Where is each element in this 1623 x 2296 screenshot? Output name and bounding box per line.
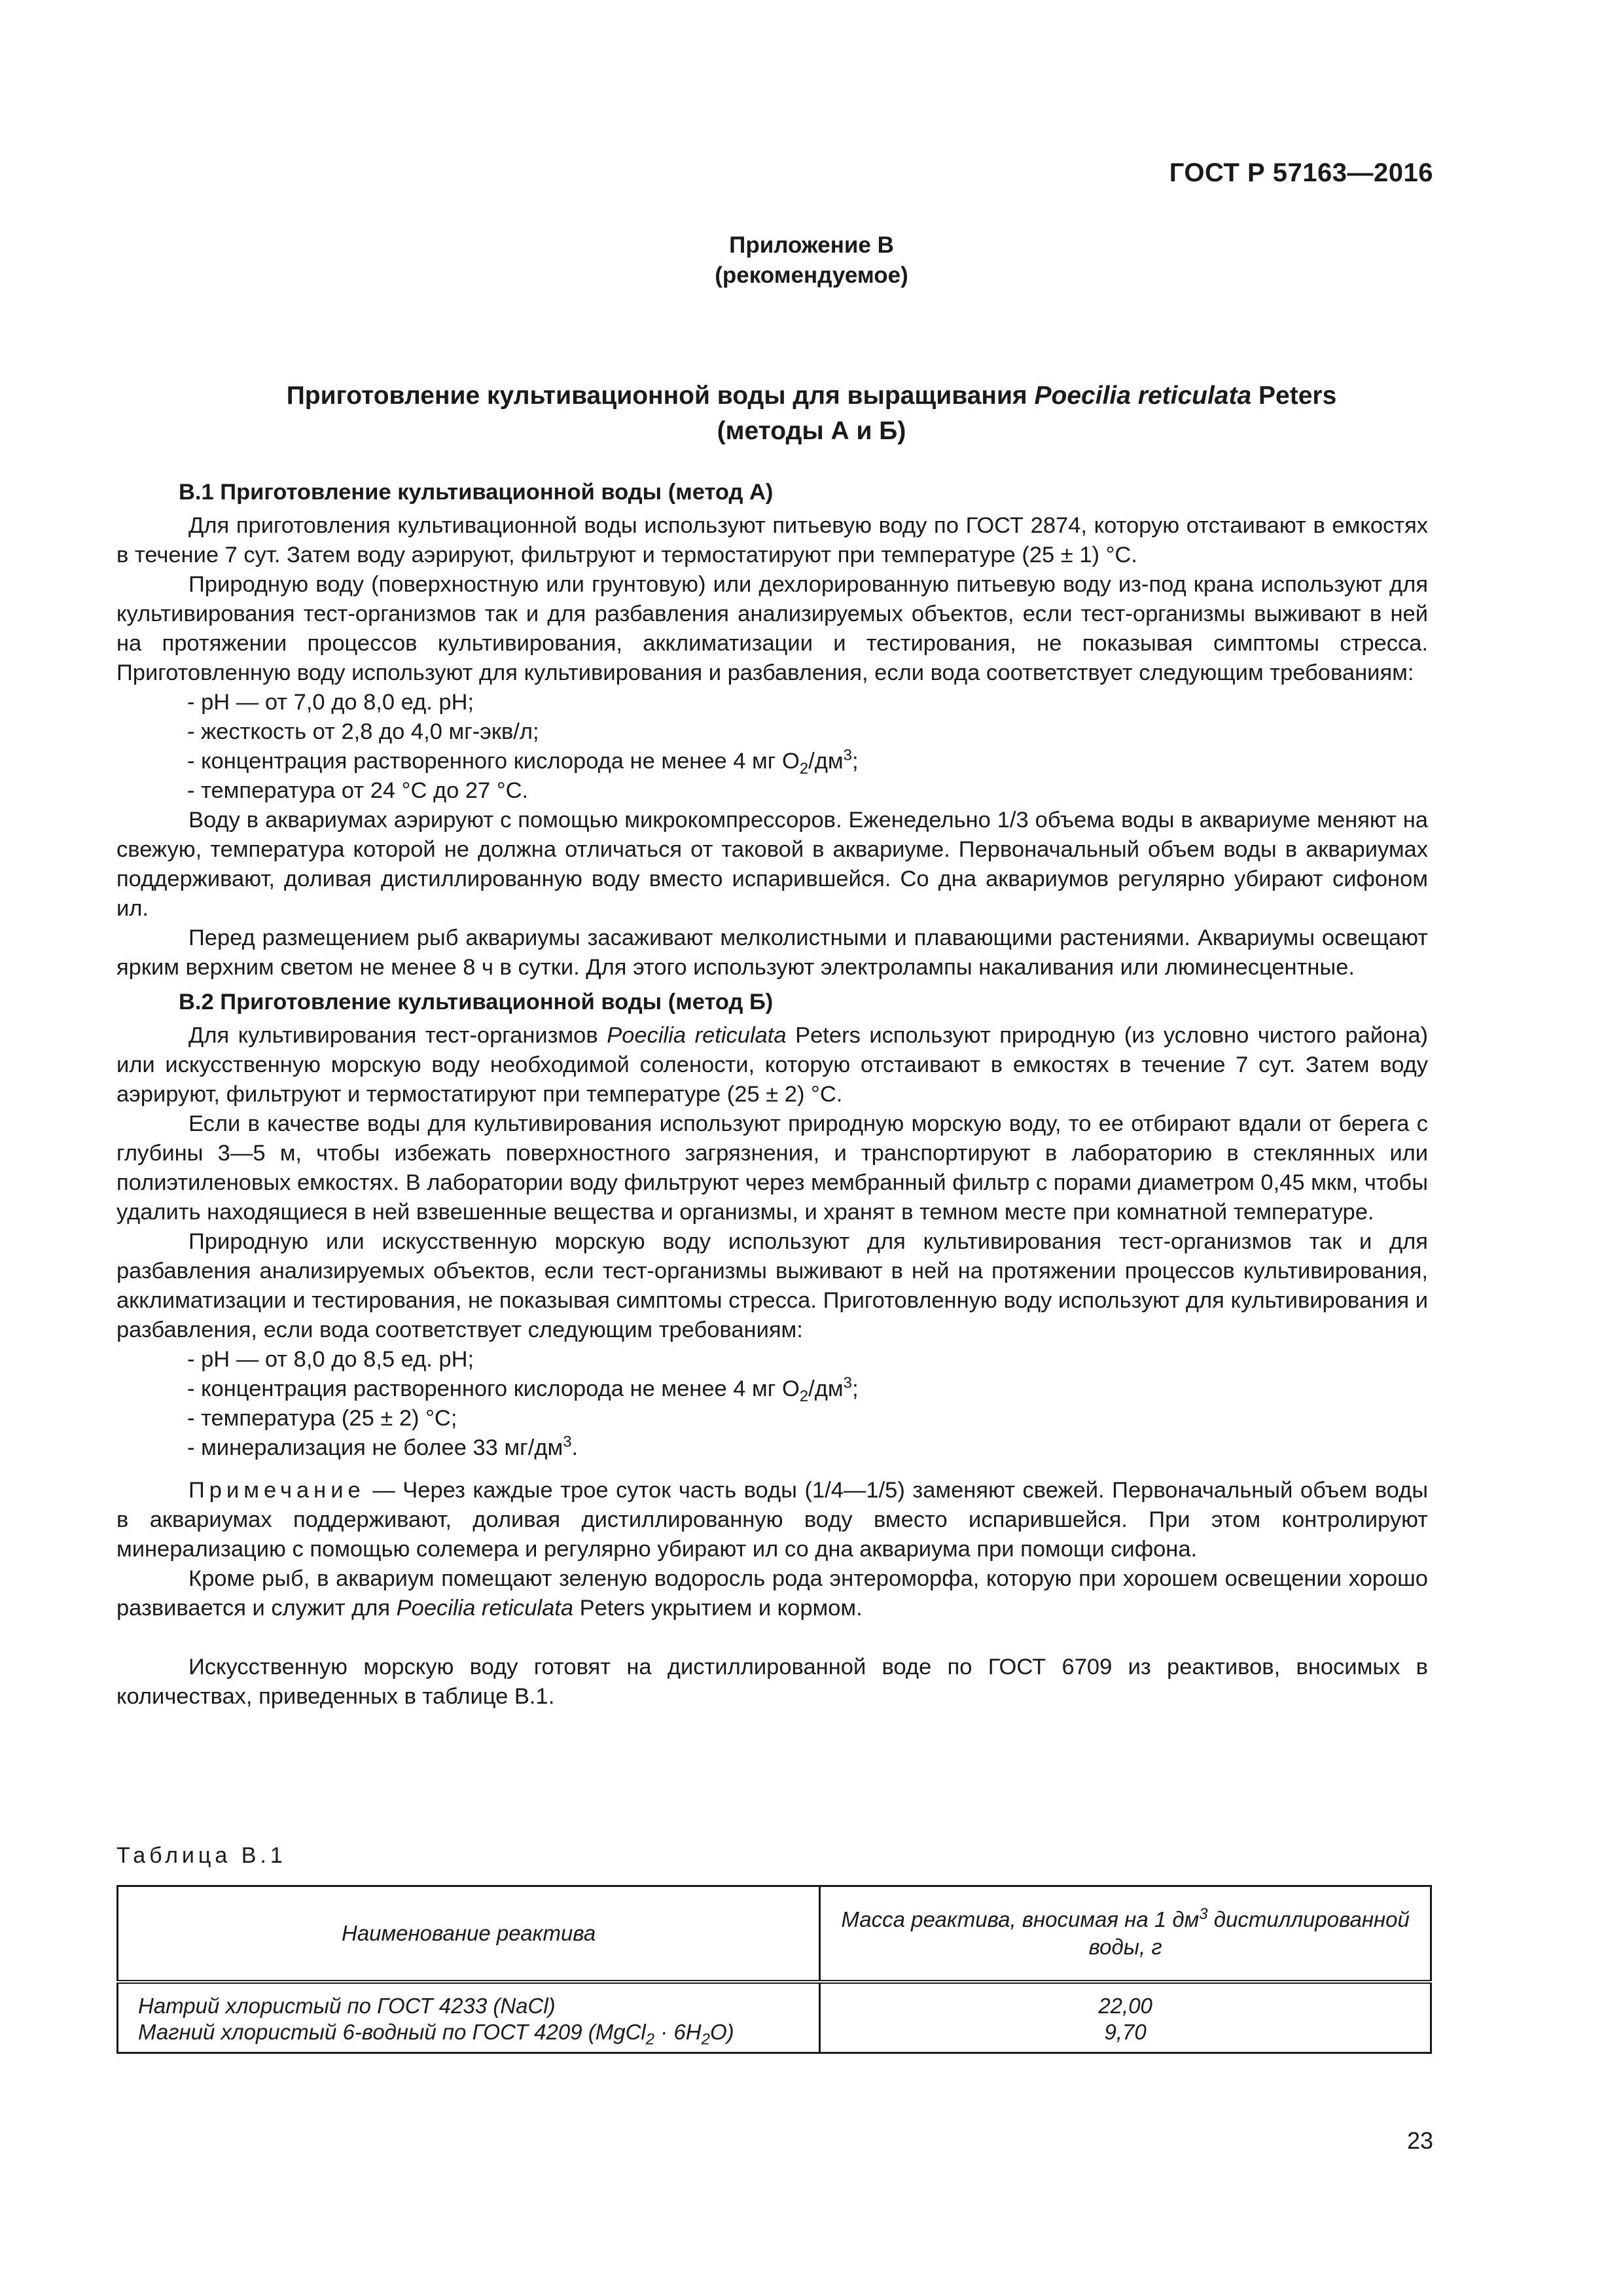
title-text: Приготовление культивационной воды для выращивания (286, 382, 1035, 410)
subscript: 2 (799, 1387, 809, 1405)
species-name: Poecilia reticulata (607, 1023, 787, 1048)
paragraph-b2-1 (116, 1021, 1428, 1109)
page-number: 23 (1406, 2127, 1433, 2154)
list-item-text: - концентрация растворенного кислорода не менее 4 мг O (187, 749, 800, 774)
main-title-line2: (методы А и Б) (717, 417, 906, 445)
annex-heading (0, 230, 1623, 291)
column-header-mass (820, 1886, 1431, 1982)
list-item-text: ; (851, 749, 859, 774)
paragraph-b1-2: Природную воду (поверхностную или грунтовую) или дехлорированную питьевую воду из-под крана используют для культивирования тест-организмов так и для разбавления анализируемых объектов, если тест-организмы выживают в ней на протяжении процессов культивирования, акклиматизации и тестирования, не показывая симптомы стресса. Приготовленную воду используют для культивирования и разбавления, если вода соответствует следующим требованиям: (116, 572, 1428, 685)
paragraph-b1-4: Перед размещением рыб аквариумы засаживают мелколистными и плавающими растениями. Аквариумы освещают ярким верхним светом не менее 8 ч в сутки. Для этого используют электролампы накаливания или люминесцентные. (116, 925, 1428, 980)
superscript: 3 (843, 1374, 852, 1392)
paragraph-text: Для культивирования тест-организмов (188, 1023, 607, 1048)
list-item: - температура от 24 °С до 27 °С. (187, 778, 529, 803)
paragraph-b2-3: Природную или искусственную морскую воду используют для культивирования тест-организмов так и для разбавления анализируемых объектов, если тест-организмы выживают в ней на протяжении процессов культивирования, акклиматизации и тестирования, не показывая симптомы стресса. Приготовленную воду используют для культивирования и разбавления, если вода соответствует следующим требованиям: (116, 1229, 1428, 1342)
paragraph-b2-2: Если в качестве воды для культивирования используют природную морскую воду, то ее отбирают вдали от берега с глубины 3—5 м, чтобы избежать поверхностного загрязнения, и транспортируют в лабораторию в стеклянных или полиэтиленовых емкостях. В лаборатории воду фильтруют через мембранный фильтр с порами диаметром 0,45 мкм, чтобы удалить находящиеся в ней взвешенные вещества и организмы, и хранят в темном месте при комнатной температуре. (116, 1111, 1428, 1225)
section-b1 (116, 478, 1428, 1712)
table-header-row (118, 1886, 1431, 1982)
table-row (118, 1982, 1431, 2053)
header-text: Масса реактива, вносимая на 1 дм (841, 1907, 1200, 1931)
header-text: дистиллированной воды, г (1088, 1907, 1410, 1959)
paragraph-b1-1: Для приготовления культивационной воды используют питьевую воду по ГОСТ 2874, которую отстаивают в емкостях в течение 7 сут. Затем воду аэрируют, фильтруют и термостатируют при температуре (25 ± 1) °С. (116, 513, 1428, 567)
subscript: 2 (701, 2030, 710, 2049)
section-heading-b2: В.2 Приготовление культивационной воды (метод Б) (179, 990, 774, 1014)
paragraph-final: Искусственную морскую воду готовят на дистиллированной воде по ГОСТ 6709 из реактивов, вносимых в количествах, приведенных в таблице В.1. (116, 1655, 1428, 1709)
document-code: ГОСТ Р 57163—2016 (1169, 158, 1433, 187)
annex-title: Приложение В (729, 232, 894, 258)
list-item-text: ; (851, 1376, 859, 1401)
superscript: 3 (843, 746, 852, 764)
list-item: - pH — от 7,0 до 8,0 ед. pH; (187, 690, 474, 715)
subscript: 2 (645, 2030, 655, 2049)
list-item: - жесткость от 2,8 до 4,0 мг-экв/л; (187, 719, 539, 744)
note-label: Примечание (188, 1478, 365, 1503)
main-title-line1 (0, 378, 1623, 414)
paragraph-text: Peters используют природную (из условно чистого района) или искусственную морскую воду необходимой солености, которую отстаивают в емкостях в течение 7 сут. Затем воду аэрируют, фильтруют и термостатируют при температуре (25 ± 2) °С. (116, 1023, 1429, 1107)
reagent-name-text: O) (709, 2020, 734, 2044)
list-item: - pH — от 8,0 до 8,5 ед. pH; (187, 1347, 474, 1372)
reagent-name: Натрий хлористый по ГОСТ 4233 (NaCl) (138, 1994, 556, 2018)
table-label: Таблица В.1 (116, 1843, 287, 1868)
subscript: 2 (799, 759, 809, 778)
reagent-name (138, 2019, 799, 2049)
reagent-mass: 9,70 (1104, 2020, 1147, 2044)
reagent-name-text: · 6H (654, 2020, 702, 2044)
reagent-mass: 22,00 (1098, 1994, 1152, 2018)
note-paragraph (116, 1476, 1428, 1564)
reagent-table (116, 1885, 1432, 2054)
reagent-names-cell (118, 1982, 820, 2053)
title-author: Peters (1251, 382, 1337, 410)
section-heading-b1: В.1 Приготовление культивационной воды (метод А) (179, 480, 774, 505)
title-species: Poecilia reticulata (1034, 382, 1252, 410)
list-item-text: /дм (808, 749, 844, 774)
main-title (0, 378, 1623, 449)
reagent-mass-cell (820, 1982, 1431, 2053)
list-item-text: - минерализация не более 33 мг/дм (187, 1435, 563, 1460)
paragraph-after-note (116, 1564, 1428, 1623)
reagent-name-text: Магний хлористый 6-водный по ГОСТ 4209 (MgCl (138, 2020, 646, 2044)
column-header-reagent: Наименование реактива (118, 1886, 820, 1982)
annex-type: (рекомендуемое) (715, 262, 908, 288)
species-name: Poecilia reticulata (396, 1596, 574, 1621)
superscript: 3 (563, 1433, 572, 1451)
list-item-text: . (571, 1435, 579, 1460)
paragraph-text: Кроме рыб, в аквариум помещают зеленую водоросль рода энтероморфа, которую при хорошем освещении хорошо развивается и служит для (116, 1566, 1428, 1621)
paragraph-text: Peters укрытием и кормом. (573, 1596, 863, 1621)
list-item (116, 1374, 1428, 1404)
list-item (116, 747, 1428, 776)
paragraph-b1-3: Воду в аквариумах аэрируют с помощью микрокомпрессоров. Еженедельно 1/3 объема воды в аквариуме меняют на свежую, температура которой не должна отличаться от таковой в аквариуме. Первоначальный объем воды в аквариумах поддерживают, доливая дистиллированную воду вместо испарившейся. Со дна аквариумов регулярно убирают сифоном ил. (116, 808, 1428, 921)
superscript: 3 (1199, 1905, 1208, 1923)
list-item (116, 1433, 1428, 1463)
list-item-text: - концентрация растворенного кислорода не менее 4 мг O (187, 1376, 800, 1401)
list-item-text: /дм (808, 1376, 844, 1401)
note-text: — Через каждые трое суток часть воды (1/4—1/5) заменяют свежей. Первоначальный объем воды в аквариумах поддерживают, доливая дистиллированную воду вместо испарившейся. При этом контролируют минерализацию с помощью солемера и регулярно убирают ил со дна аквариума при помощи сифона. (116, 1478, 1428, 1562)
list-item: - температура (25 ± 2) °С; (187, 1406, 457, 1431)
